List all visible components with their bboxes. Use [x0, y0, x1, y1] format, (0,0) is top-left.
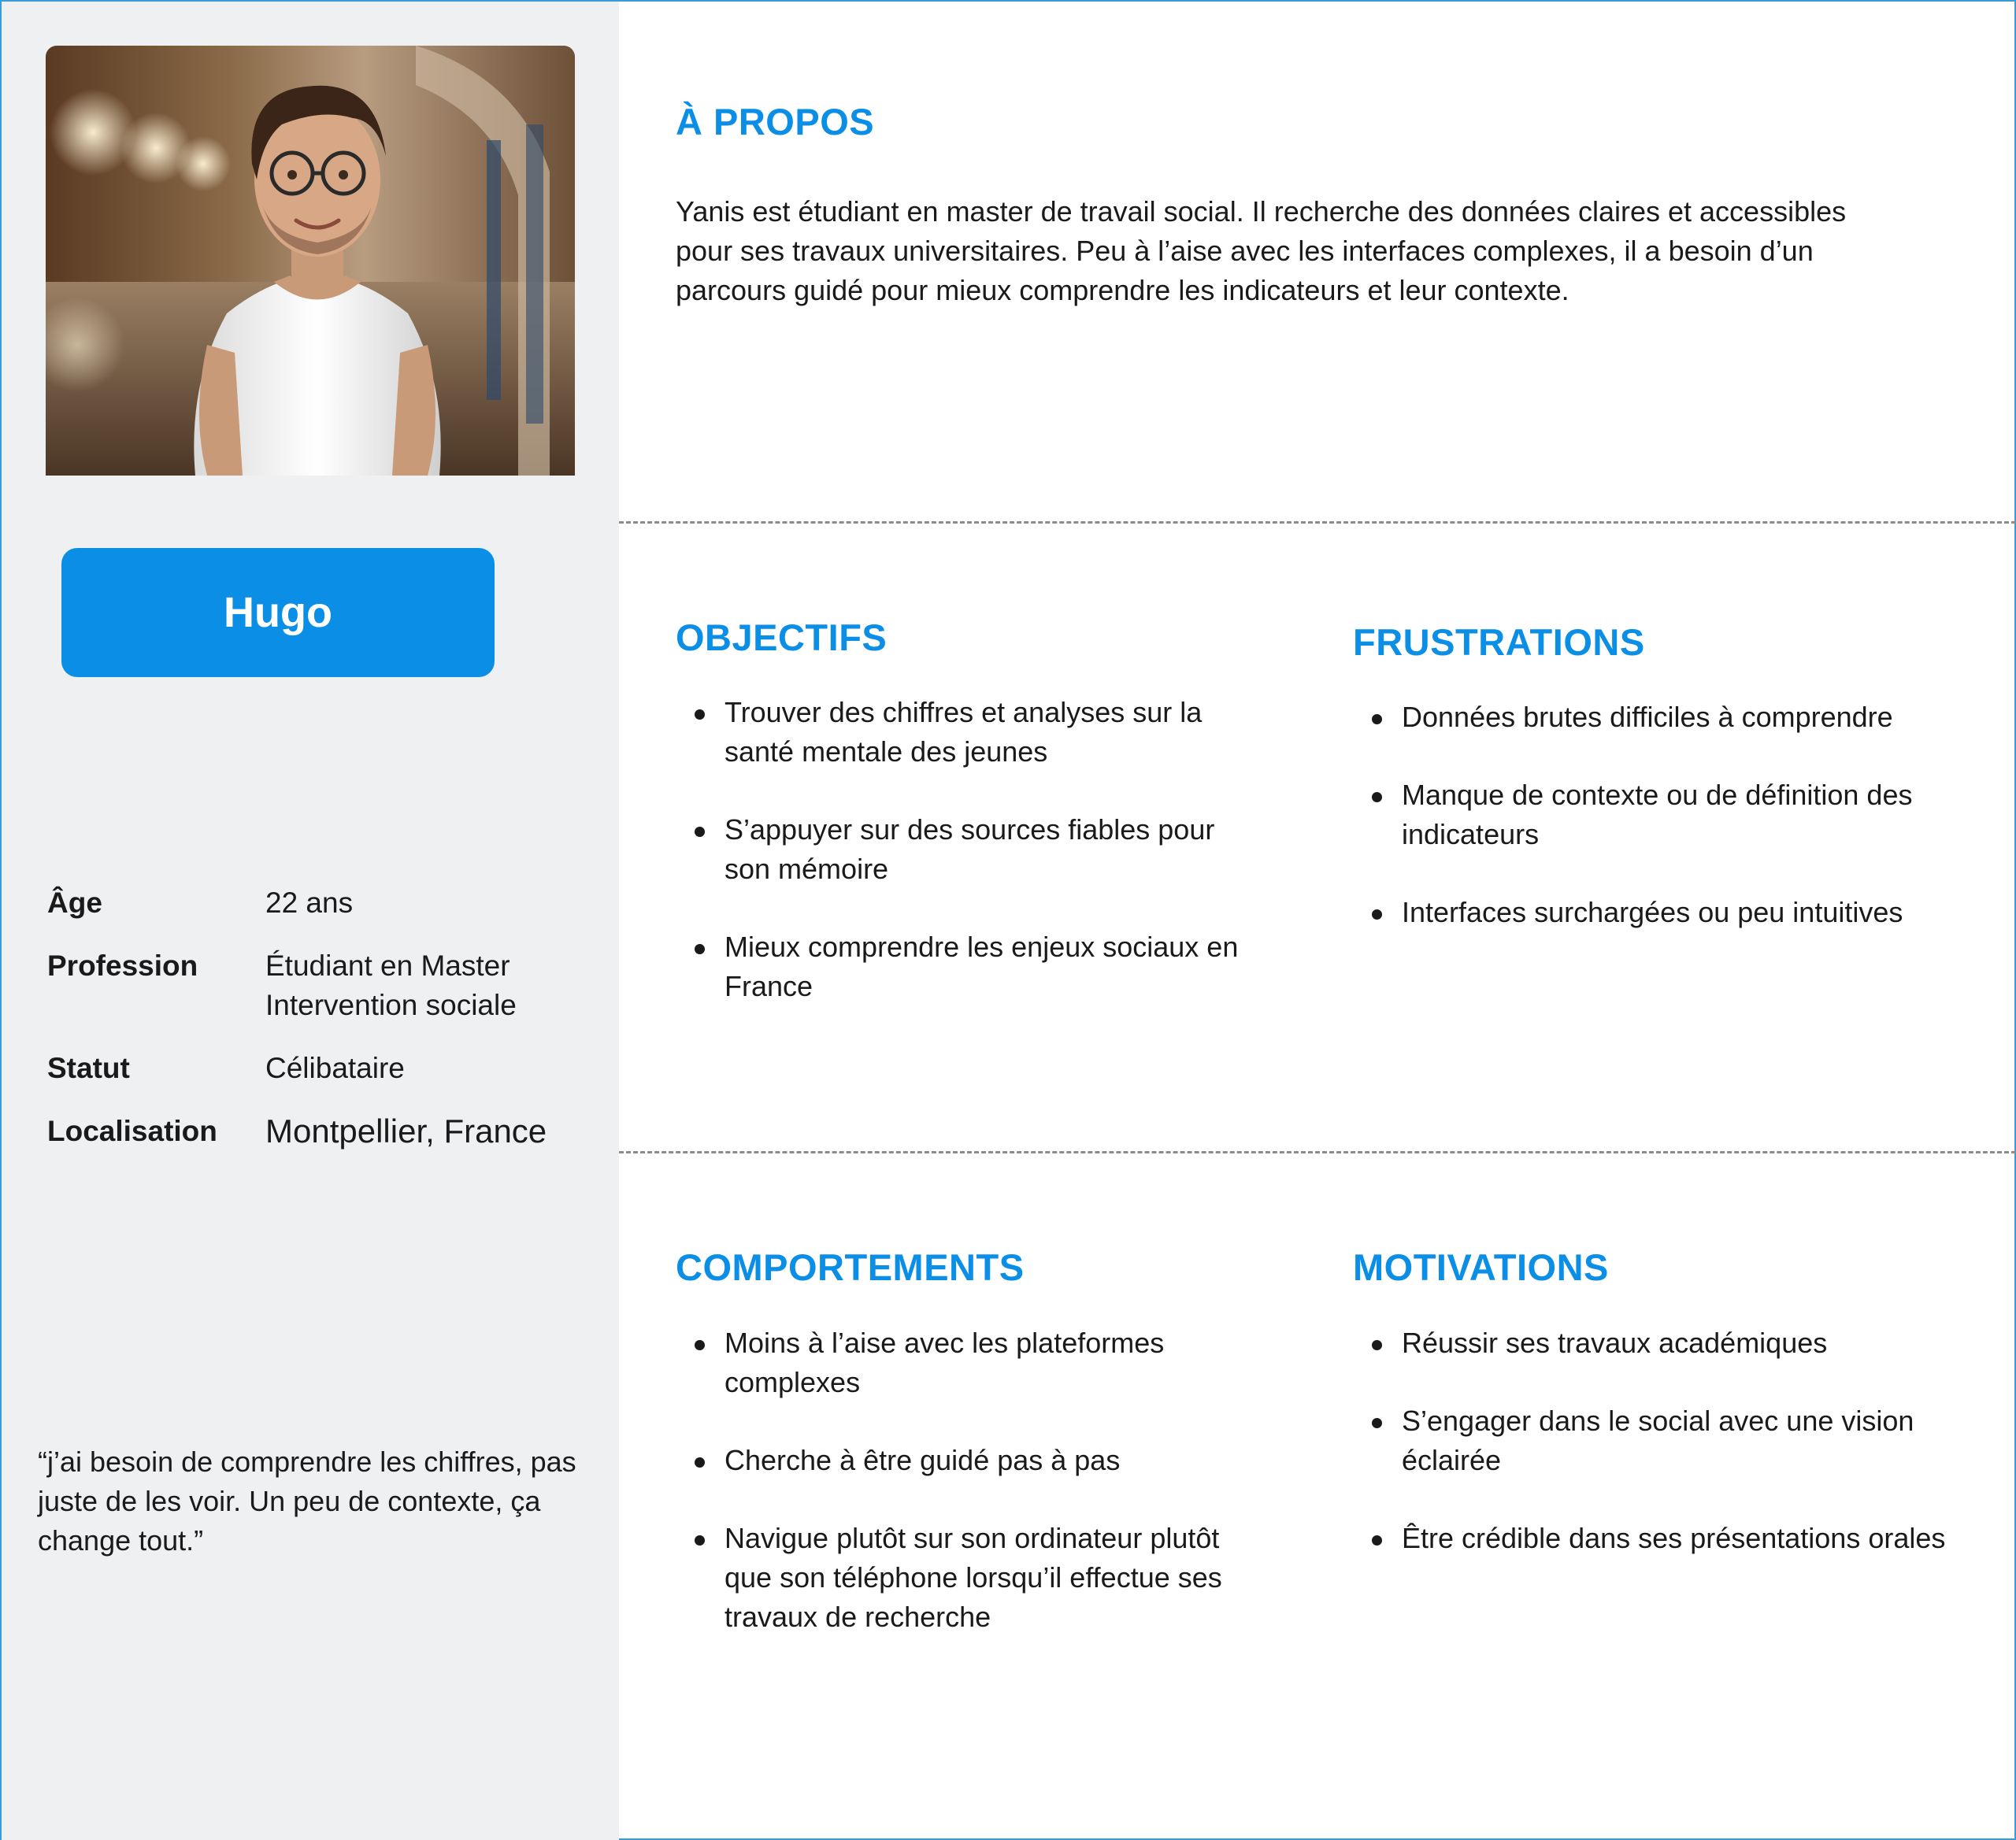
about-title: À PROPOS [676, 101, 875, 143]
info-value: 22 ans [265, 887, 354, 919]
list-item: Trouver des chiffres et analyses sur la santé mentale des jeunes [676, 693, 1243, 772]
motivations-title: MOTIVATIONS [1353, 1246, 1609, 1288]
info-label: Profession [47, 950, 198, 982]
section-divider [619, 1151, 2016, 1153]
persona-info [47, 883, 598, 1175]
info-label: Localisation [47, 1115, 217, 1147]
info-row-localisation [47, 1112, 598, 1151]
list-item: Interfaces surchargées ou peu intuitives [1353, 893, 1951, 932]
list-item: Mieux comprendre les enjeux sociaux en France [676, 927, 1243, 1006]
persona-sidebar [2, 2, 619, 1840]
list-item: S’appuyer sur des sources fiables pour son mémoire [676, 810, 1243, 889]
info-value: Célibataire [265, 1052, 405, 1084]
frustrations-title: FRUSTRATIONS [1353, 621, 1645, 663]
frustrations-list [1353, 698, 1951, 971]
list-item: Navigue plutôt sur son ordinateur plutôt que son téléphone lorsqu’il effectue ses travaux de recherche [676, 1519, 1243, 1637]
list-item: Être crédible dans ses présentations orales [1353, 1519, 1951, 1558]
info-row-age [47, 883, 598, 923]
objectifs-list [676, 693, 1243, 1045]
info-label: Âge [47, 887, 102, 919]
list-item: S’engager dans le social avec une vision éclairée [1353, 1401, 1951, 1480]
about-text: Yanis est étudiant en master de travail social. Il recherche des données claires et accessibles pour ses travaux universitaires. Peu à l’aise avec les interfaces complexes, il a besoin d’un parcours guidé pour mieux comprendre les indicateurs et leur contexte. [676, 195, 1847, 306]
persona-name: Hugo [224, 589, 332, 636]
info-row-profession [47, 946, 598, 1025]
motivations-list [1353, 1324, 1951, 1597]
list-item: Réussir ses travaux académiques [1353, 1324, 1951, 1363]
objectifs-title: OBJECTIFS [676, 616, 888, 658]
info-label: Statut [47, 1052, 130, 1084]
comportements-title: COMPORTEMENTS [676, 1246, 1025, 1288]
list-item: Manque de contexte ou de définition des indicateurs [1353, 776, 1951, 854]
comportements-list [676, 1324, 1243, 1675]
info-value: Étudiant en Master Intervention sociale [265, 950, 517, 1021]
persona-name-badge [61, 548, 495, 677]
persona-photo [46, 46, 575, 476]
info-value: Montpellier, France [265, 1113, 547, 1150]
list-item: Cherche à être guidé pas à pas [676, 1441, 1243, 1480]
info-row-statut [47, 1049, 598, 1088]
persona-quote: “j’ai besoin de comprendre les chiffres, pas juste de les voir. Un peu de contexte, ça change tout.” [38, 1446, 576, 1557]
list-item: Moins à l’aise avec les plateformes complexes [676, 1324, 1243, 1402]
section-divider [619, 521, 2016, 524]
list-item: Données brutes difficiles à comprendre [1353, 698, 1951, 737]
